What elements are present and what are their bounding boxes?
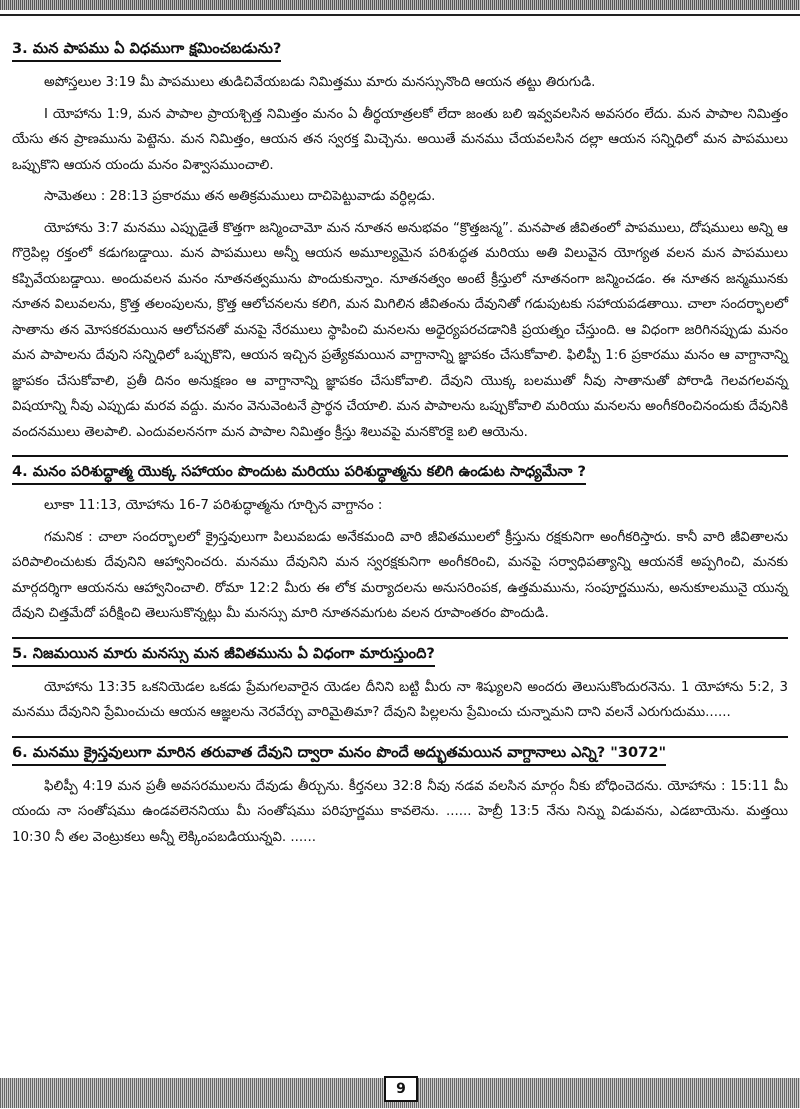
section-holy-spirit — [12, 455, 788, 627]
section-heading: 4. మనం పరిశుద్ధాత్మ యొక్క సహాయం పొందుట మరియు పరిశుద్ధాత్మను కలిగి ఉండుట సాధ్యమేనా ? — [12, 462, 586, 485]
top-border-rule — [0, 14, 800, 16]
paragraph: గమనిక : చాలా సందర్భాలలో క్రైస్తవులుగా పిలువబడు అనేకమంది వారి జీవితములలో క్రీస్తును రక్షకునిగా అంగీకరిస్తారు. కానీ వారి జీవితాలను పరిపాలించుటకు దేవునిని ఆహ్వానించరు. మనము దేవునిని మన స్వరక్షకునిగా అంగీకరించి, మనపై సర్వాధిపత్యాన్ని ఆయనకే అప్పగించి, మనకు మార్గదర్శిగా ఆయనను ఆహ్వానించాలి. రోమా 12:2 మీరు ఈ లోక మర్యాదలను అనుసరింపక, ఉత్తమమును, సంపూర్ణమును, అనుకూలమునై యున్న దేవుని చిత్తమేదో పరీక్షించి తెలుసుకొన్నట్లు మీ మనస్సు మారి నూతనమగుట వలన రూపాంతరం పొందుడి. — [12, 529, 788, 621]
paragraph: యోహాను 13:35 ఒకనియెడల ఒకడు ప్రేమగలవారైన యెడల దీనిని బట్టి మీరు నా శిష్యులని అందరు తెలుసుకొందురనెను. 1 యోహాను 5:2, 3 మనము దేవునిని ప్రేమించుచు ఆయన ఆజ్ఞలను నెరవేర్చు వారిమైతిమా? దేవుని పిల్లలను ప్రేమించు చున్నామని దాని వలనే ఎరుగుదుము...... — [12, 679, 788, 720]
section-heading: 3. మన పాపము ఏ విధముగా క్షమించబడును? — [12, 39, 281, 62]
paragraph: I యోహాను 1:9, మన పాపాల ప్రాయశ్చిత్త నిమిత్తం మనం ఏ తీర్థయాత్రలకో లేదా జంతు బలి ఇవ్వవలసిన అవసరం లేదు. మన పాపాల నిమిత్తం యేసు తన ప్రాణమును పెట్టెను. మన నిమిత్తం, ఆయన తన స్వరక్త మిచ్చెను. అయితే మనము చేయవలసిన దల్లా ఆయన సన్నిధిలో మన పాపములు ఒప్పుకొని ఆయన యందు మనం విశ్వాసముంచాలి. — [12, 106, 788, 173]
page-number: 9 — [384, 1076, 418, 1102]
paragraph: యోహాను 3:7 మనము ఎప్పుడైతే కొత్తగా జన్మించామో మన నూతన అనుభవం “క్రొత్తజన్మ”. మనపాత జీవితంలో పాపములు, దోషములు అన్ని ఆ గొర్రెపిల్ల రక్తంలో కడుగబడ్డాయి. మన పాపములు అన్నీ ఆయన అమూల్యమైన పరిశుద్ధత మరియు అతి విలువైన యోగ్యత వలన మన పాపములు కప్పివేయబడ్డాయి. అందువలన మనం నూతనత్వమును పొందుకున్నాం. నూతనత్వం అంటే క్రీస్తులో నూతనంగా జన్మించడం. ఈ నూతన జన్మమునకు నూతన విలువలను, క్రొత్త తలంపులను, క్రొత్త ఆలోచనలను కలిగి, మన మిగిలిన జీవితంను దేవునితో గడుపుటకు సహాయపడతాయి. చాలా సందర్భాలలో సాతాను తన మోసకరమయిన ఆలోచనతో మనపై నేరములు స్థాపించి మనలను అధైర్యపరచడానికి ప్రయత్నం చేస్తుంది. ఆ విధంగా జరిగినప్పుడు మనం మన పాపాలను దేవుని సన్నిధిలో ఒప్పుకొని, ఆయన ఇచ్చిన ప్రత్యేకమయిన వాగ్దానాన్ని జ్ఞాపకం చేసుకోవాలి. ఫిలిప్పీ 1:6 ప్రకారము మనం ఆ వాగ్దానాన్ని జ్ఞాపకం చేసుకోవాలి, ప్రతీ దినం అనుక్షణం ఆ వాగ్దానాన్ని జ్ఞాపకం చేసుకోవాలి. దేవుని యొక్క బలముతో నీవు సాతానుతో పోరాడి గెలవగలవన్న విషయాన్ని నీవు ఎప్పుడు మరవ వద్దు. మనం వెనువెంటనే ప్రార్థన చేయాలి. మన పాపాలను ఒప్పుకోవాలి మరియు మనలను అంగీకరించినందుకు దేవునికి వందనములు తెలపాలి. ఎందువలననగా మన పాపాల నిమిత్తం క్రీస్తు శిలువపై మనకొరకై బలి ఆయెను. — [12, 220, 788, 440]
section-promises — [12, 736, 788, 851]
section-heading: 5. నిజమయిన మారు మనస్సు మన జీవితమును ఏ విధంగా మారుస్తుంది? — [12, 644, 435, 667]
section-heading: 6. మనము క్రైస్తవులుగా మారిన తరువాత దేవుని ద్వారా మనం పొందే అద్భుతమయిన వాగ్దానాలు ఎన్ని? "3072" — [12, 743, 666, 766]
paragraph: అపోస్తలుల 3:19 మీ పాపములు తుడిచివేయబడు నిమిత్తము మారు మనస్సునొంది ఆయన తట్టు తిరుగుడి. — [44, 75, 596, 90]
section-true-repentance — [12, 637, 788, 726]
paragraph: లూకా 11:13, యోహాను 16-7 పరిశుద్ధాత్మను గూర్చిన వాగ్దానం : — [44, 498, 383, 513]
paragraph: సామెతలు : 28:13 ప్రకారము తన అతిక్రమములు దాచిపెట్టువాడు వర్ధిల్లడు. — [44, 189, 436, 204]
section-forgiveness — [12, 38, 788, 445]
top-border-band — [0, 0, 800, 10]
paragraph: ఫిలిప్పీ 4:19 మన ప్రతీ అవసరములను దేవుడు తీర్చును. కీర్తనలు 32:8 నీవు నడవ వలసిన మార్గం నీకు బోధించెదను. యోహాను : 15:11 మీ యందు నా సంతోషము ఉండవలెననియు మీ సంతోషము పరిపూర్ణము కావలెను. ...... హెబ్రీ 13:5 నేను నిన్ను విడువను, ఎడబాయెను. మత్తయి 10:30 నీ తల వెంట్రుకలు అన్నీ లెక్కింపబడియున్నవి. ...... — [12, 778, 788, 845]
document-body — [12, 38, 788, 860]
